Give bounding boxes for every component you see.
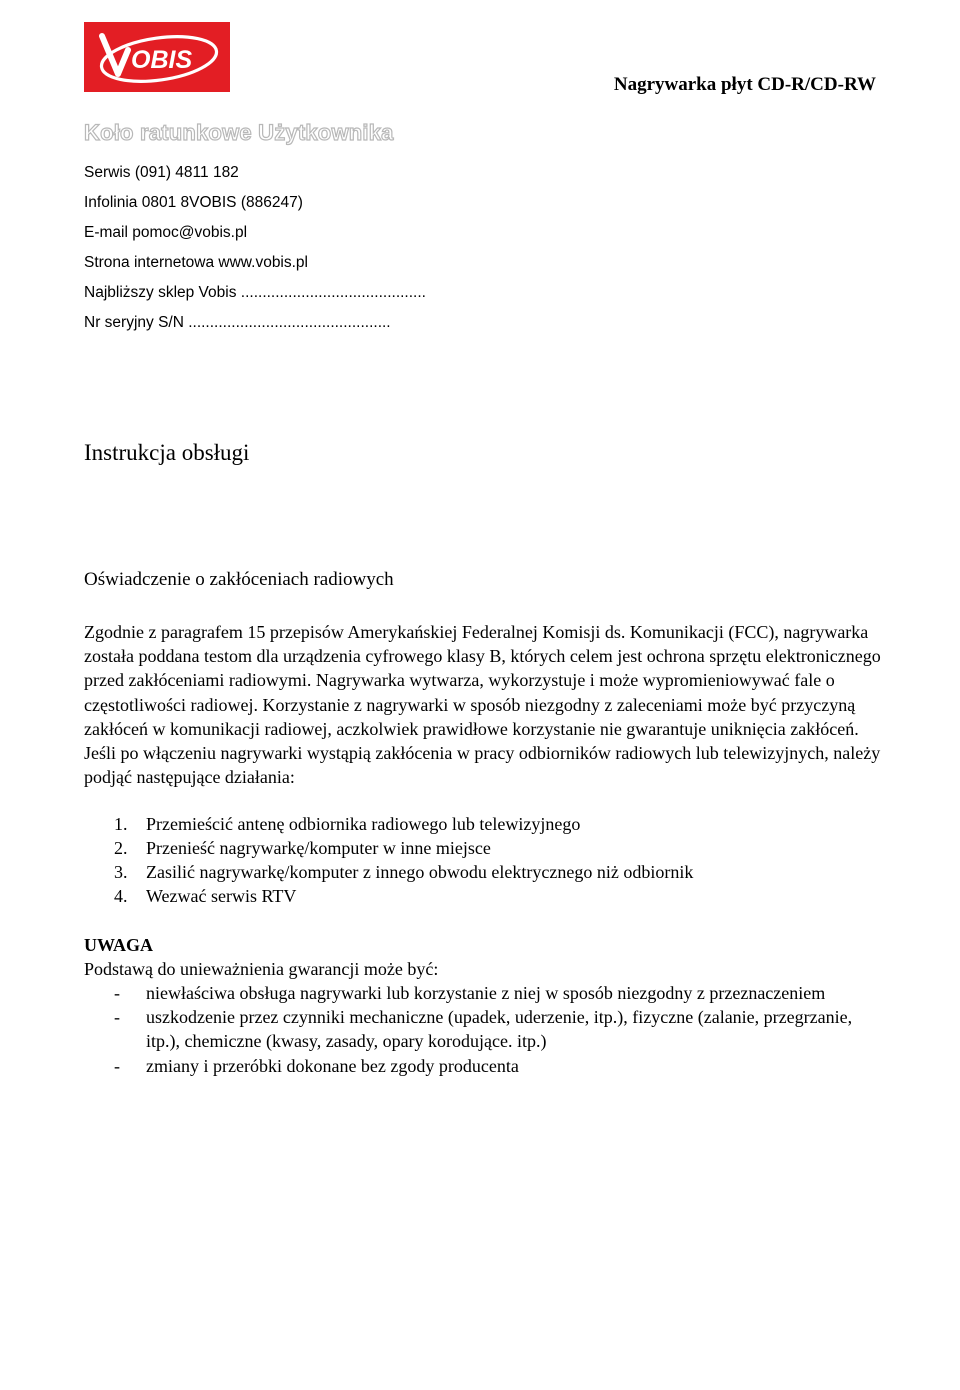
support-email: E-mail pomoc@vobis.pl [84, 224, 248, 241]
item-text: niewłaściwa obsługa nagrywarki lub korzystanie z niej w sposób niezgodny z przeznaczeniem [146, 983, 826, 1003]
serial-number-field: Nr seryjny S/N ............................................... [84, 314, 391, 331]
step-number: 2. [114, 838, 128, 858]
nearest-store-field: Najbliższy sklep Vobis ........................................... [84, 284, 426, 301]
step-text: Zasilić nagrywarkę/komputer z innego obwodu elektrycznego niż odbiornik [146, 862, 694, 882]
bullet: - [114, 983, 120, 1003]
support-heading: Koło ratunkowe Użytkownika [84, 120, 394, 145]
service-phone: Serwis (091) 4811 182 [84, 164, 239, 181]
vobis-logo [84, 22, 230, 92]
hotline-phone: Infolinia 0801 8VOBIS (886247) [84, 194, 303, 211]
list-item [114, 836, 874, 860]
list-item [114, 884, 874, 908]
step-text: Przenieść nagrywarkę/komputer w inne miejsce [146, 838, 491, 858]
contact-list [84, 162, 426, 342]
step-number: 3. [114, 862, 128, 882]
radio-interference-title: Oświadczenie o zakłóceniach radiowych [84, 569, 394, 590]
bullet: - [114, 1007, 120, 1028]
bullet: - [114, 1055, 120, 1076]
svg-text:OBIS: OBIS [131, 46, 193, 74]
warning-title: UWAGA [84, 935, 154, 955]
list-item [114, 981, 874, 1005]
document-title: Nagrywarka płyt CD-R/CD-RW [613, 74, 876, 95]
step-number: 1. [114, 814, 128, 834]
vobis-logo-mark [84, 22, 230, 92]
list-item [114, 1005, 874, 1053]
manual-title: Instrukcja obsługi [84, 440, 250, 465]
step-number: 4. [114, 886, 128, 906]
website: Strona internetowa www.vobis.pl [84, 254, 309, 271]
item-text: uszkodzenie przez czynniki mechaniczne (upadek, uderzenie, itp.), fizyczne (zalanie, przegrzanie, itp.), chemiczne (kwasy, zasady, opary korodujące. itp.) [146, 1007, 853, 1052]
warning-intro: Podstawą do unieważnienia gwarancji może być: [84, 959, 439, 979]
item-text: zmiany i przeróbki dokonane bez zgody producenta [146, 1055, 519, 1076]
list-item [114, 1054, 874, 1078]
list-item [114, 860, 874, 884]
fcc-statement: Zgodnie z paragrafem 15 przepisów Amerykańskiej Federalnej Komisji ds. Komunikacji (FCC), nagrywarka została poddana testom dla urządzenia cyfrowego klasy B, których celem jest ochrona sprzętu elektronicznego przed zakłóceniami radiowymi. Nagrywarka wytwarza, wykorzystuje i może wypromieniowywać fale o częstotliwości radiowej. Korzystanie z nagrywarki w sposób niezgodny z zaleceniami może być przyczyną zakłóceń w komunikacji radiowej, aczkolwiek prawidłowe korzystanie nie gwarantuje uniknięcia zakłóceń. Jeśli po włączeniu nagrywarki wystąpią zakłócenia w pracy odbiorników radiowych lub telewizyjnych, należy podjąć następujące działania: [84, 622, 881, 788]
warranty-void-list [114, 981, 874, 1078]
step-text: Wezwać serwis RTV [146, 886, 297, 906]
list-item [114, 812, 874, 836]
interference-steps [114, 812, 874, 908]
step-text: Przemieścić antenę odbiornika radiowego lub telewizyjnego [146, 814, 581, 834]
